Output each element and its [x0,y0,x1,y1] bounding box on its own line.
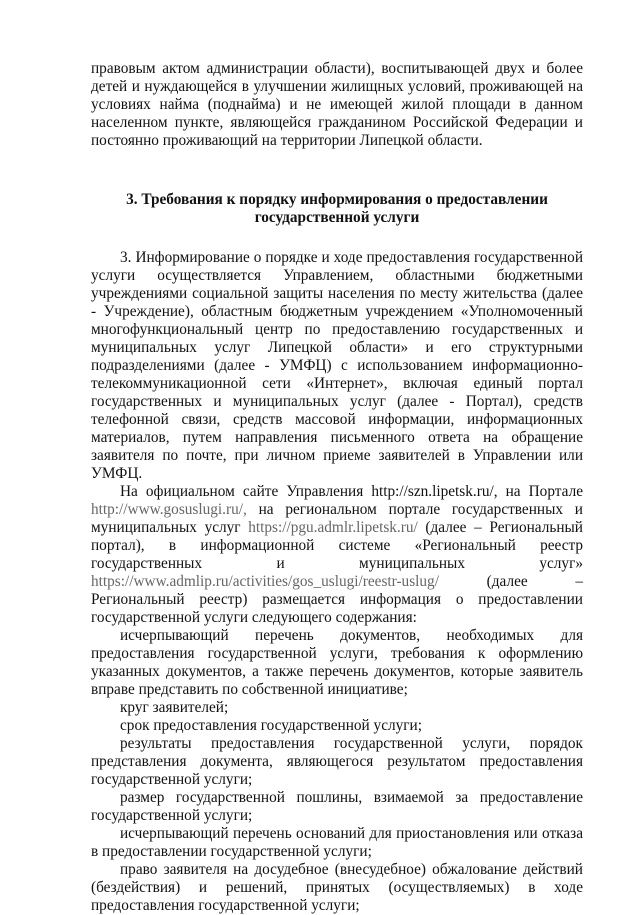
list-item: право заявителя на досудебное (внесудебное) обжалование действий (бездействия) и решений, принятых (осуществляемых) в ходе предоставления государственной услуги; [91,861,583,914]
section-heading: 3. Требования к порядку информирования о предоставлении государственной услуги [126,191,548,226]
site-text-3: (далее – Региональный портал), в информационной системе «Региональный реестр государственных и муниципальных услуг» [91,519,583,572]
site-text-1: На официальном сайте Управления http://szn.lipetsk.ru/, на Портале [120,483,583,500]
intro-paragraph: правовым актом администрации области), воспитывающей двух и более детей и нуждающейся в улучшении жилищных условий, проживающей на условиях найма (поднайма) и не имеющей жилой площади в данном населенном пункте, являющейся гражданином Российской Федерации и постоянно проживающий на территории Липецкой области. [91,60,583,149]
list-item: результаты предоставления государственной услуги, порядок представления документа, являющегося результатом предоставления государственной услуги; [91,735,583,788]
spacer [91,227,583,249]
gosuslugi-link[interactable]: http://www.gosuslugi.ru/, [91,501,247,518]
paragraph-3: 3. Информирование о порядке и ходе предоставления государственной услуги осуществляется Управлением, областными бюджетными учреждениями социальной защиты населения по месту жительства (далее - Учреждение), областным бюджетным учреждением «Уполномоченный многофункциональный центр по предоставлению государственных и муниципальных услуг Липецкой области» и его структурными подразделениями (далее - УМФЦ) с использованием информационно-телекоммуникационной сети «Интернет», включая единый портал государственных и муниципальных услуг (далее - Портал), средств телефонной связи, средств массовой информации, информационных материалов, путем направления письменного ответа на обращение заявителя по почте, при личном приеме заявителей в Управлении или УМФЦ. [91,249,583,482]
site-text-2: на региональном портале государственных и муниципальных услуг [91,501,583,536]
site-text-4: (далее – Региональный реестр) размещается информация о предоставлении государственной услуги следующего содержания: [91,573,583,626]
paragraph-official-sites [91,483,583,627]
regional-portal-link[interactable]: https://pgu.admlr.lipetsk.ru/ [248,519,418,536]
spacer [91,150,583,191]
list-item: срок предоставления государственной услуги; [120,717,422,734]
list-item: исчерпывающий перечень документов, необходимых для предоставления государственной услуги, требования к оформлению указанных документов, а также перечень документов, которые заявитель вправе представить по собственной инициативе; [91,627,583,698]
list-item: круг заявителей; [120,699,229,716]
list-item: исчерпывающий перечень оснований для приостановления или отказа в предоставлении государственной услуги; [91,825,583,860]
list-item: размер государственной пошлины, взимаемой за предоставление государственной услуги; [91,789,583,824]
registry-link[interactable]: https://www.admlip.ru/activities/gos_uslugi/reestr-uslug/ [91,573,439,590]
